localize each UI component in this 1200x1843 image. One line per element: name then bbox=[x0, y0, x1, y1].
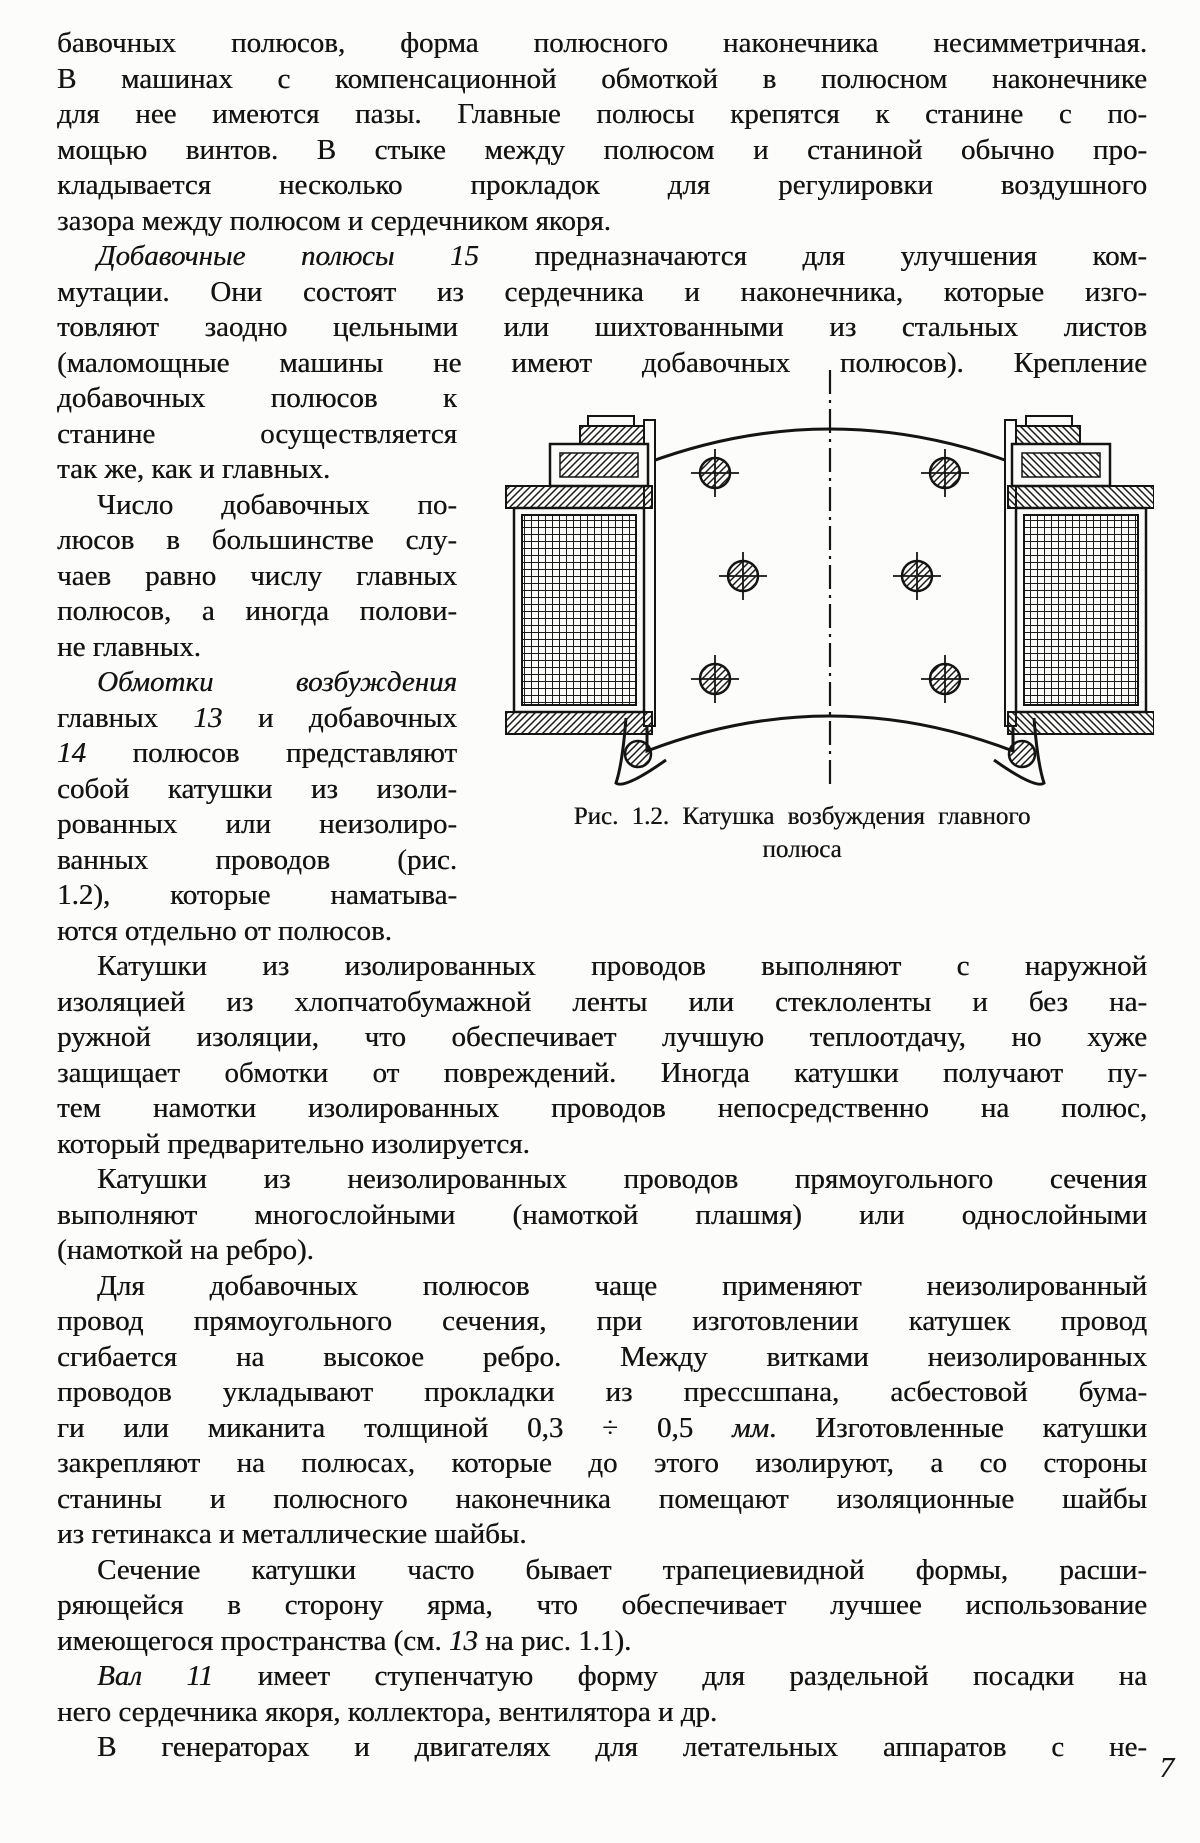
text-segment: и добавочных bbox=[222, 701, 457, 734]
text-segment: . Изготовленные катушки bbox=[769, 1411, 1147, 1444]
text-segment: полюсов представляют bbox=[86, 737, 457, 769]
text-block-bottom bbox=[57, 949, 1147, 1766]
text-line bbox=[57, 630, 457, 666]
text-line bbox=[57, 665, 457, 701]
text-line bbox=[57, 1730, 1147, 1766]
text-segment: 1.2), которые наматыва- bbox=[57, 879, 457, 911]
text-segment: Для добавочных полюсов чаще применяют неизолированный bbox=[97, 1269, 1147, 1302]
text-segment: бавочных полюсов, форма полюсного наконечника несимметричная. bbox=[57, 27, 1147, 59]
italic-text-segment: 13 bbox=[448, 1624, 478, 1657]
text-line bbox=[57, 239, 1147, 275]
text-line bbox=[57, 736, 457, 772]
text-line bbox=[57, 1091, 1147, 1127]
page-number: 7 bbox=[1159, 1752, 1174, 1784]
italic-text-segment: 14 bbox=[57, 737, 86, 769]
text-segment: выполняют многослойными (намоткой плашмя) или однослойными bbox=[57, 1198, 1147, 1231]
bolt-hole-lug-left bbox=[625, 741, 651, 767]
text-line bbox=[57, 1198, 1147, 1234]
coil-cross-section-right bbox=[1005, 416, 1154, 734]
text-line bbox=[57, 807, 457, 843]
text-line bbox=[57, 1588, 1147, 1624]
text-segment: собой катушки из изоли- bbox=[57, 772, 457, 805]
text-line bbox=[57, 488, 457, 524]
text-line bbox=[57, 62, 1147, 98]
text-segment: ванных проводов (рис. bbox=[57, 843, 457, 876]
text-segment: станины и полюсного наконечника помещают изоляционные шайбы bbox=[57, 1482, 1147, 1515]
text-segment: из гетинакса и металлические шайбы. bbox=[57, 1518, 527, 1550]
text-line bbox=[57, 133, 1147, 169]
italic-text-segment: Вал 11 bbox=[97, 1660, 214, 1692]
text-line bbox=[57, 1517, 1147, 1553]
figure-caption-line1: Рис. 1.2. Катушка возбуждения главного bbox=[573, 803, 1031, 830]
coil-cross-section-left bbox=[506, 416, 655, 734]
text-line bbox=[57, 772, 457, 808]
text-line bbox=[57, 1340, 1147, 1376]
text-segment: предназначаются для улучшения ком- bbox=[478, 240, 1147, 272]
bolt-hole-lug-right bbox=[1009, 741, 1035, 767]
text-line bbox=[57, 275, 1147, 311]
text-line bbox=[57, 1269, 1147, 1305]
text-segment: имеет ступенчатую форму для раздельной посадки на bbox=[213, 1660, 1147, 1692]
text-segment: главных bbox=[57, 701, 194, 734]
text-line bbox=[57, 168, 1147, 204]
text-segment: полюсов, а иногда полови- bbox=[57, 595, 457, 627]
text-line bbox=[57, 1304, 1147, 1340]
text-segment: ряющейся в сторону ярма, что обеспечивает лучшее использование bbox=[57, 1589, 1147, 1621]
text-line bbox=[57, 523, 457, 559]
text-segment: станине осуществляется bbox=[57, 417, 457, 450]
text-segment: не главных. bbox=[57, 630, 201, 663]
text-segment: В генераторах и двигателях для летательных аппаратов с не- bbox=[97, 1731, 1147, 1763]
text-line bbox=[57, 1695, 1147, 1731]
text-line bbox=[57, 559, 457, 595]
text-segment: так же, как и главных. bbox=[57, 453, 331, 485]
text-column bbox=[57, 26, 1147, 1766]
text-line bbox=[57, 1624, 1147, 1660]
text-line bbox=[57, 594, 457, 630]
text-segment: на рис. 1.1). bbox=[477, 1624, 632, 1657]
text-segment: закрепляют на полюсах, которые до этого изолируют, а со стороны bbox=[57, 1447, 1147, 1479]
text-segment: провод прямоугольного сечения, при изготовлении катушек провод bbox=[57, 1305, 1147, 1337]
text-line bbox=[57, 1020, 1147, 1056]
text-segment: зазора между полюсом и сердечником якоря. bbox=[57, 204, 611, 237]
italic-text-segment: Добавочные полюсы 15 bbox=[97, 240, 479, 272]
text-block-top bbox=[57, 26, 1147, 381]
text-segment: Сечение катушки часто бывает трапециевидной формы, расши- bbox=[97, 1553, 1147, 1586]
figure-1-2-pole-coil-drawing bbox=[430, 356, 1154, 794]
figure-caption bbox=[452, 800, 1152, 866]
text-segment: мощью винтов. В стыке между полюсом и станиной обычно про- bbox=[57, 133, 1147, 166]
text-line bbox=[57, 985, 1147, 1021]
text-line bbox=[57, 949, 1147, 985]
text-segment: добавочных полюсов к bbox=[57, 382, 457, 414]
text-line bbox=[57, 97, 1147, 133]
text-segment: кладывается несколько прокладок для регулировки воздушного bbox=[57, 169, 1147, 201]
text-line bbox=[57, 1375, 1147, 1411]
text-segment: товляют заодно цельными или шихтованными из стальных листов bbox=[57, 311, 1147, 343]
text-segment: защищает обмотки от повреждений. Иногда катушки получают пу- bbox=[57, 1056, 1147, 1089]
text-segment: ружной изоляции, что обеспечивает лучшую теплоотдачу, но хуже bbox=[57, 1021, 1147, 1053]
text-segment: рованных или неизолиро- bbox=[57, 808, 457, 840]
text-line bbox=[57, 1411, 1147, 1447]
text-line bbox=[57, 1127, 1147, 1163]
text-line bbox=[57, 1553, 1147, 1589]
text-line bbox=[57, 1659, 1147, 1695]
text-segment: тем намотки изолированных проводов непосредственно на полюс, bbox=[57, 1092, 1147, 1124]
text-segment: Катушки из неизолированных проводов прямоугольного сечения bbox=[97, 1163, 1147, 1195]
text-line bbox=[57, 914, 457, 950]
text-segment: люсов в большинстве слу- bbox=[57, 524, 457, 556]
text-segment: (намоткой на ребро). bbox=[57, 1234, 314, 1266]
italic-text-segment: Обмотки возбуждения bbox=[97, 666, 457, 698]
text-line bbox=[57, 1233, 1147, 1269]
text-segment: сгибается на высокое ребро. Между витками неизолированных bbox=[57, 1340, 1147, 1373]
text-line bbox=[57, 417, 457, 453]
text-segment: ги или миканита толщиной 0,3 ÷ 0,5 bbox=[57, 1411, 732, 1444]
text-segment: Число добавочных по- bbox=[97, 488, 457, 521]
text-line bbox=[57, 452, 457, 488]
text-line bbox=[57, 1056, 1147, 1092]
text-segment: ются отдельно от полюсов. bbox=[57, 914, 392, 947]
text-segment: Катушки из изолированных проводов выполняют с наружной bbox=[97, 950, 1147, 982]
text-segment: чаев равно числу главных bbox=[57, 559, 457, 592]
text-line bbox=[57, 1162, 1147, 1198]
text-segment: мутации. Они состоят из сердечника и наконечника, которые изго- bbox=[57, 275, 1147, 308]
text-segment: проводов укладывают прокладки из прессшпана, асбестовой бума- bbox=[57, 1376, 1147, 1408]
text-line bbox=[57, 26, 1147, 62]
text-line bbox=[57, 843, 457, 879]
text-line bbox=[57, 381, 457, 417]
text-segment: изоляцией из хлопчатобумажной ленты или стеклоленты и без на- bbox=[57, 985, 1147, 1018]
text-line bbox=[57, 204, 1147, 240]
pole-coil-technical-drawing bbox=[430, 356, 1154, 794]
figure-caption-line2: полюса bbox=[762, 836, 842, 863]
text-line bbox=[57, 701, 457, 737]
text-segment: имеющегося пространства (см. bbox=[57, 1624, 449, 1657]
text-segment: него сердечника якоря, коллектора, вентилятора и др. bbox=[57, 1695, 718, 1728]
text-line bbox=[57, 1446, 1147, 1482]
text-line bbox=[57, 310, 1147, 346]
text-block-narrow-beside-figure bbox=[57, 381, 457, 949]
italic-text-segment: 13 bbox=[193, 701, 223, 734]
text-line bbox=[57, 878, 457, 914]
text-segment: (маломощные машины не имеют добавочных полюсов). Крепление bbox=[57, 346, 1147, 379]
text-segment: который предварительно изолируется. bbox=[57, 1127, 530, 1160]
italic-text-segment: мм bbox=[731, 1411, 769, 1444]
text-segment: для нее имеются пазы. Главные полюсы крепятся к станине с по- bbox=[57, 98, 1147, 130]
text-line bbox=[57, 1482, 1147, 1518]
text-segment: В машинах с компенсационной обмоткой в полюсном наконечнике bbox=[57, 62, 1147, 95]
